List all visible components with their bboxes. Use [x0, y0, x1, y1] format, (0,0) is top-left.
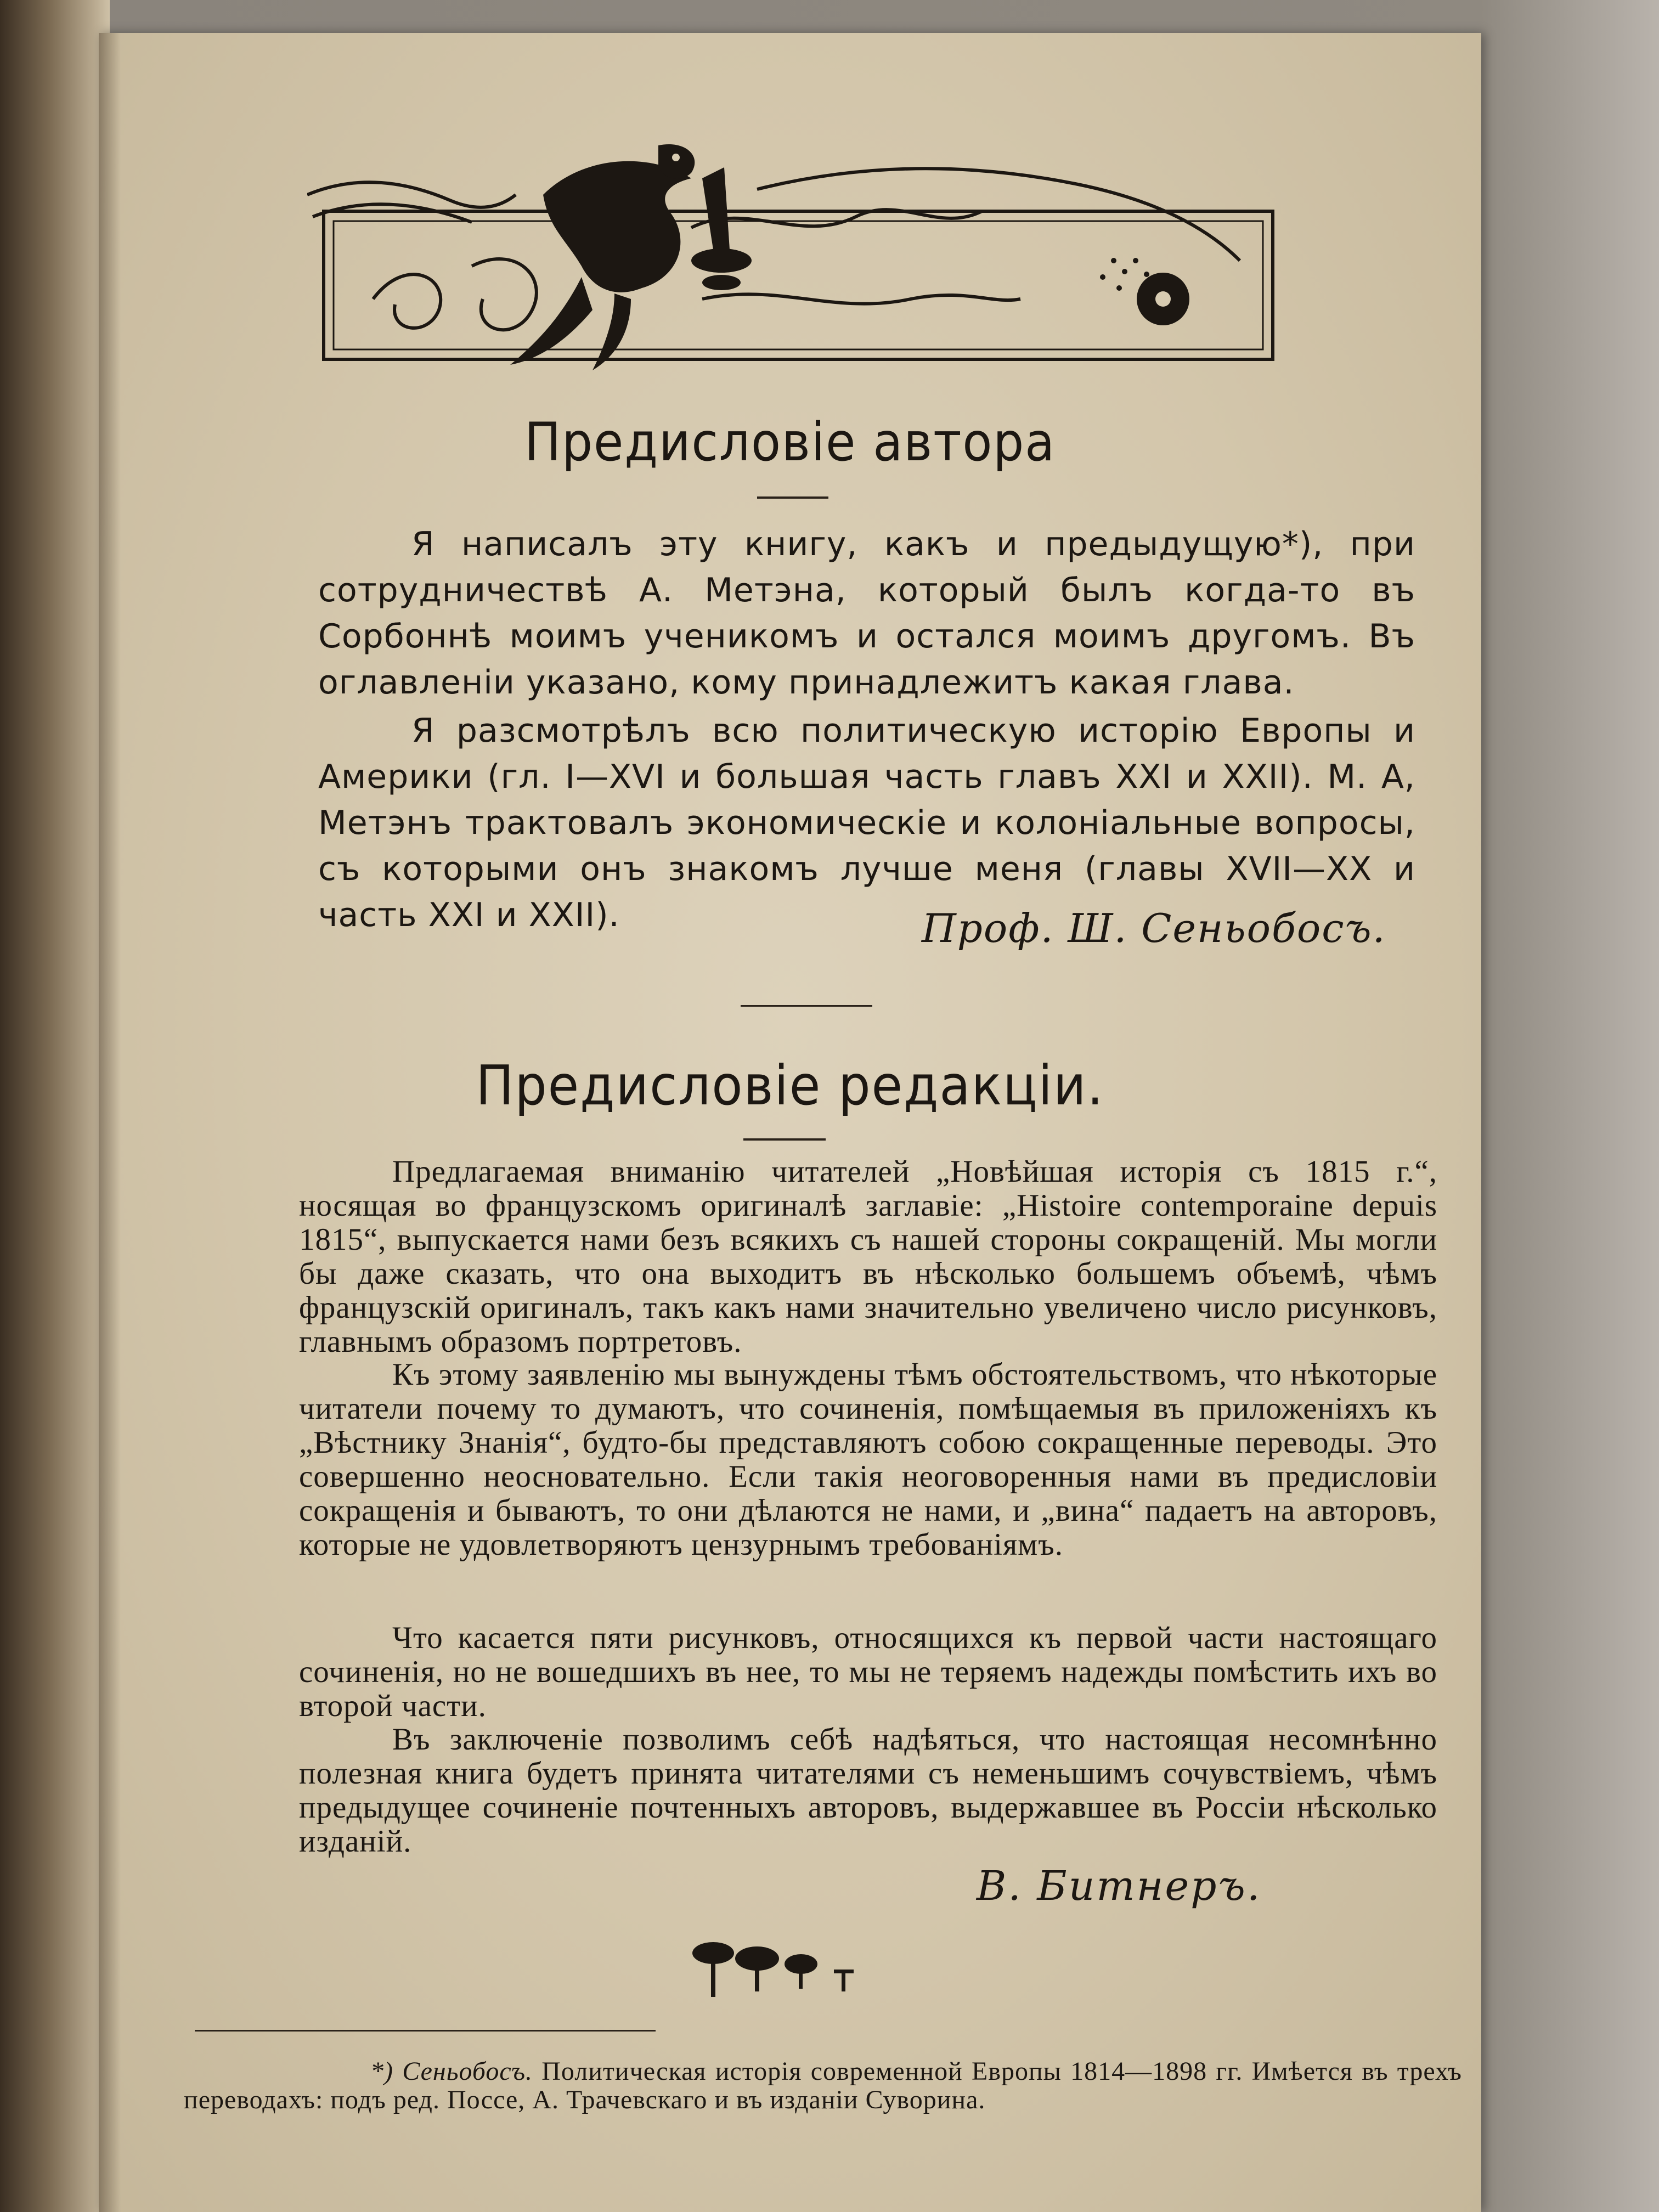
footnote: [184, 2057, 1462, 2114]
title-underline: [757, 496, 828, 499]
editorial-preface-paragraph-2: Къ этому заявленію мы вынуждены тѣмъ обстоятельствомъ, что нѣкоторые читатели почему то думаютъ, что сочиненія, помѣщаемыя въ приложеніяхъ къ „Вѣстнику Знанія“, будто-бы представляютъ собою сокращенные переводы. Это совершенно неосновательно. Если такія неоговоренныя нами въ предисловіи сокращенія и бываютъ, то они дѣлаются не нами, и „вина“ падаетъ на авторовъ, которые не удовлетворяютъ цензурнымъ требованіямъ.: [299, 1357, 1437, 1562]
section-divider: [741, 1005, 872, 1007]
author-signature: Проф. Ш. Сеньобосъ.: [922, 905, 1386, 951]
editor-signature: В. Битнеръ.: [977, 1863, 1262, 1910]
editorial-preface-paragraph-4: Въ заключеніе позволимъ себѣ надѣяться, что настоящая несомнѣнно полезная книга будетъ принята читателями съ неменьшимъ сочувствіемъ, чѣмъ предыдущее сочиненіе почтенныхъ авторовъ, выдержавшее въ Россіи нѣсколько изданій.: [299, 1722, 1437, 1859]
editorial-preface-title: Предисловіе редакціи.: [476, 1053, 1104, 1118]
floral-tailpiece-icon: [691, 1937, 867, 2008]
footnote-author: *) Сеньобосъ.: [370, 2057, 533, 2086]
book-page: [99, 33, 1481, 2212]
ornamental-bird-headpiece-icon: [307, 134, 1295, 376]
author-preface-paragraph-2: Я разсмотрѣлъ всю политическую исторію Европы и Америки (гл. I—XVI и большая часть главъ XXI и XXII). М. А, Метэнъ трактовалъ экономическіе и колоніальные вопросы, съ которыми онъ знакомъ лучше меня (главы XVII—XX и часть XXI и XXII).: [318, 712, 1415, 934]
editorial-preface-paragraph-3: Что касается пяти рисунковъ, относящихся къ первой части настоящаго сочиненія, но не вошедшихъ въ нее, то мы не теряемъ надежды помѣстить ихъ во второй части.: [299, 1621, 1437, 1723]
left-page-edge: [0, 0, 110, 2212]
page-gutter-shadow: [99, 33, 121, 2212]
footnote-rule: [195, 2030, 656, 2032]
footnote-text: Политическая исторія современной Европы 1814—1898 гг. Имѣется въ трехъ переводахъ: подъ ред. Поссе, А. Трачевскаго и въ изданіи Суворина.: [184, 2057, 1462, 2114]
author-preface-paragraph-1: Я написалъ эту книгу, какъ и предыдущую*), при сотрудничествѣ А. Метэна, который былъ когда-то въ Сорбоннѣ моимъ ученикомъ и остался моимъ другомъ. Въ оглавленіи указано, кому принадлежитъ какая глава.: [318, 525, 1415, 702]
author-preface-title: Предисловіе автора: [524, 411, 1056, 473]
title-underline: [743, 1138, 826, 1141]
editorial-preface-paragraph-1: Предлагаемая вниманію читателей „Новѣйшая исторія съ 1815 г.“, носящая во французскомъ оригиналѣ заглавіе: „Histoire contemporaine depuis 1815“, выпускается нами безъ всякихъ съ нашей стороны сокращеній. Мы могли бы даже сказать, что она выходитъ въ нѣсколько большемъ объемѣ, чѣмъ французскій оригиналъ, такъ какъ нами значительно увеличено число рисунковъ, главнымъ образомъ портретовъ.: [299, 1154, 1437, 1359]
